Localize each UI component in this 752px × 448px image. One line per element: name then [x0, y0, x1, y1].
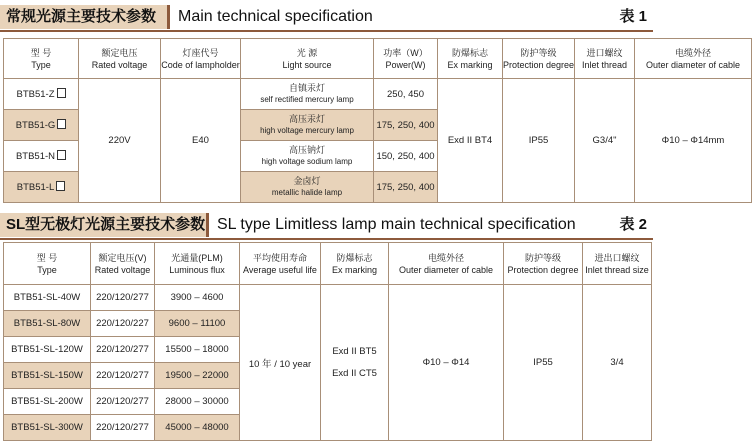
- t1-lampholder-cell: E40: [161, 79, 241, 203]
- t1-power-cell: 250, 450: [374, 79, 438, 110]
- section2-rule: [0, 238, 653, 240]
- t2-flux-cell: 45000 – 48000: [155, 415, 240, 441]
- t2-head-thread: 进出口螺纹 Inlet thread size: [583, 243, 652, 285]
- t2-flux-cell: 9600 – 11100: [155, 311, 240, 337]
- t2-flux-cell: 15500 – 18000: [155, 337, 240, 363]
- t1-head-source: 光 源 Light source: [241, 39, 374, 79]
- section1-table-tag: 表 1: [619, 8, 647, 25]
- t1-thread-cell: G3/4": [575, 79, 635, 203]
- t2-life-cell: 10 年 / 10 year: [240, 285, 321, 441]
- t2-type-cell: BTB51-SL-150W: [4, 363, 91, 389]
- t1-head-protection: 防护等级 Protection degree: [503, 39, 575, 79]
- t2-head-cable: 电缆外径 Outer diameter of cable: [389, 243, 504, 285]
- section1-title-en: Main technical specification: [178, 8, 373, 25]
- t1-type-cell: BTB51-G: [4, 110, 79, 141]
- t2-voltage-cell: 220/120/277: [91, 285, 155, 311]
- t2-type-cell: BTB51-SL-120W: [4, 337, 91, 363]
- t2-cable-cell: Φ10 – Φ14: [389, 285, 504, 441]
- table-row: [4, 285, 652, 311]
- section2-table-tag: 表 2: [619, 216, 647, 233]
- table2-header-row: [4, 243, 652, 285]
- table-sl-spec: [3, 242, 652, 441]
- t1-type-cell: BTB51-N: [4, 141, 79, 172]
- t1-source-cell: 自镇汞灯 self rectified mercury lamp: [241, 79, 374, 110]
- section2-title-cn: SL型无极灯光源主要技术参数: [0, 213, 209, 237]
- t1-source-cell: 高压钠灯 high voltage sodium lamp: [241, 141, 374, 172]
- t2-head-voltage: 额定电压(V) Rated voltage: [91, 243, 155, 285]
- t2-head-life: 平均使用寿命 Average useful life: [240, 243, 321, 285]
- t2-head-ex: 防爆标志 Ex marking: [321, 243, 389, 285]
- table1-header-row: [4, 39, 752, 79]
- t1-ex-cell: Exd II BT4: [438, 79, 503, 203]
- checkbox-icon: [57, 88, 66, 98]
- t1-source-cell: 金卤灯 metallic halide lamp: [241, 172, 374, 203]
- t1-power-cell: 175, 250, 400: [374, 110, 438, 141]
- t2-protection-cell: IP55: [504, 285, 583, 441]
- t2-voltage-cell: 220/120/227: [91, 311, 155, 337]
- t2-head-flux: 光通量(PLM) Luminous flux: [155, 243, 240, 285]
- t1-source-cell: 高压汞灯 high voltage mercury lamp: [241, 110, 374, 141]
- t1-head-ex: 防爆标志 Ex marking: [438, 39, 503, 79]
- t1-head-power: 功率（W） Power(W): [374, 39, 438, 79]
- t2-voltage-cell: 220/120/277: [91, 415, 155, 441]
- checkbox-icon: [57, 119, 66, 129]
- t2-voltage-cell: 220/120/277: [91, 337, 155, 363]
- t1-head-voltage: 额定电压 Rated voltage: [79, 39, 161, 79]
- t2-type-cell: BTB51-SL-80W: [4, 311, 91, 337]
- t2-flux-cell: 28000 – 30000: [155, 389, 240, 415]
- table-main-spec: [3, 38, 752, 203]
- t2-voltage-cell: 220/120/277: [91, 363, 155, 389]
- section1-header: [0, 2, 653, 30]
- t1-voltage-cell: 220V: [79, 79, 161, 203]
- t1-head-type: 型 号 Type: [4, 39, 79, 79]
- section1-rule: [0, 30, 653, 32]
- t2-thread-cell: 3/4: [583, 285, 652, 441]
- t1-head-thread: 进口螺纹 Inlet thread: [575, 39, 635, 79]
- t2-flux-cell: 19500 – 22000: [155, 363, 240, 389]
- t2-type-cell: BTB51-SL-200W: [4, 389, 91, 415]
- t2-ex-line-2: Exd II CT5: [332, 367, 377, 379]
- t2-flux-cell: 3900 – 4600: [155, 285, 240, 311]
- t1-protection-cell: IP55: [503, 79, 575, 203]
- t1-head-cable: 电缆外径 Outer diameter of cable: [635, 39, 752, 79]
- t2-head-protection: 防护等级 Protection degree: [504, 243, 583, 285]
- checkbox-icon: [57, 150, 66, 160]
- t2-ex-line-1: Exd II BT5: [332, 345, 377, 357]
- t1-power-cell: 150, 250, 400: [374, 141, 438, 172]
- t1-type-cell: BTB51-L: [4, 172, 79, 203]
- t1-power-cell: 175, 250, 400: [374, 172, 438, 203]
- section2-title-en: SL type Limitless lamp main technical specification: [217, 216, 576, 233]
- table-row: [4, 79, 752, 110]
- t2-type-cell: BTB51-SL-40W: [4, 285, 91, 311]
- checkbox-icon: [56, 181, 65, 191]
- t2-type-cell: BTB51-SL-300W: [4, 415, 91, 441]
- t2-head-type: 型 号 Type: [4, 243, 91, 285]
- t2-voltage-cell: 220/120/277: [91, 389, 155, 415]
- t2-ex-cell: [321, 285, 389, 441]
- t1-type-cell: BTB51-Z: [4, 79, 79, 110]
- section1-title-cn: 常规光源主要技术参数: [0, 5, 170, 29]
- section2-header: [0, 210, 653, 238]
- t1-cable-cell: Φ10 – Φ14mm: [635, 79, 752, 203]
- t1-head-lampholder: 灯座代号 Code of lampholder: [161, 39, 241, 79]
